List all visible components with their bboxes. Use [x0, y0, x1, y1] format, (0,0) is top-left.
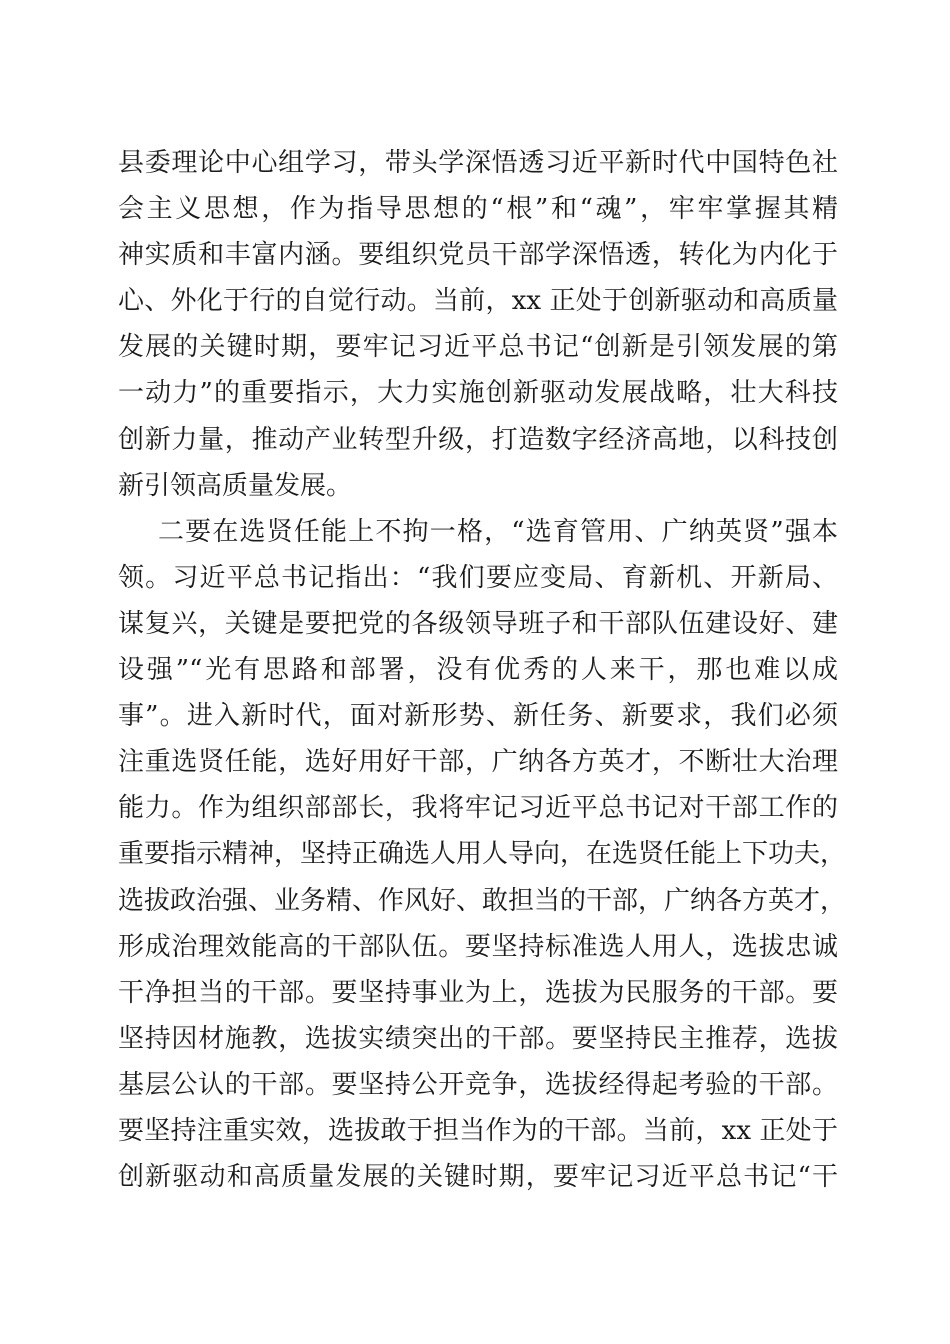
- text-line: 设强”“光有思路和部署，没有优秀的人来干，那也难以成: [118, 655, 838, 686]
- text-line: 心、外化于行的自觉行动。当前，xx 正处于创新驱动和高质量: [118, 286, 838, 317]
- text-line: 重要指示精神，坚持正确选人用人导向，在选贤任能上下功夫，: [118, 839, 847, 870]
- text-line: 形成治理效能高的干部队伍。要坚持标准选人用人，选拔忠诚: [118, 931, 838, 962]
- text-line: 创新驱动和高质量发展的关键时期，要牢记习近平总书记“干: [118, 1162, 838, 1193]
- text-line: 二要在选贤任能上不拘一格，“选育管用、广纳英贤”强本: [158, 516, 838, 547]
- text-line: 谋复兴，关键是要把党的各级领导班子和干部队伍建设好、建: [118, 608, 838, 639]
- text-line: 基层公认的干部。要坚持公开竞争，选拔经得起考验的干部。: [118, 1069, 838, 1100]
- text-line: 选拔政治强、业务精、作风好、敢担当的干部，广纳各方英才，: [118, 885, 847, 916]
- text-line: 神实质和丰富内涵。要组织党员干部学深悟透，转化为内化于: [118, 240, 838, 271]
- text-line: 创新力量，推动产业转型升级，打造数字经济高地，以科技创: [118, 424, 838, 455]
- text-line: 注重选贤任能，选好用好干部，广纳各方英才，不断壮大治理: [118, 747, 838, 778]
- text-line: 领。习近平总书记指出：“我们要应变局、育新机、开新局、: [118, 562, 838, 593]
- text-line: 发展的关键时期，要牢记习近平总书记“创新是引领发展的第: [118, 332, 838, 363]
- body-text: [118, 140, 847, 1200]
- text-line: 会主义思想，作为指导思想的“根”和“魂”，牢牢掌握其精: [118, 194, 838, 225]
- paragraph-2: [118, 509, 847, 1200]
- text-line: 县委理论中心组学习，带头学深悟透习近平新时代中国特色社: [118, 148, 838, 178]
- paragraph-1: [118, 140, 838, 509]
- text-line: 事”。进入新时代，面对新形势、新任务、新要求，我们必须: [118, 701, 838, 732]
- text-line: 干净担当的干部。要坚持事业为上，选拔为民服务的干部。要: [118, 977, 838, 1008]
- text-line: 一动力”的重要指示，大力实施创新驱动发展战略，壮大科技: [118, 378, 838, 409]
- text-line: 新引领高质量发展。: [118, 470, 353, 501]
- text-line: 能力。作为组织部部长，我将牢记习近平总书记对干部工作的: [118, 793, 838, 824]
- text-line: 坚持因材施教，选拔实绩突出的干部。要坚持民主推荐，选拔: [118, 1023, 838, 1054]
- text-line: 要坚持注重实效，选拔敢于担当作为的干部。当前，xx 正处于: [118, 1115, 838, 1146]
